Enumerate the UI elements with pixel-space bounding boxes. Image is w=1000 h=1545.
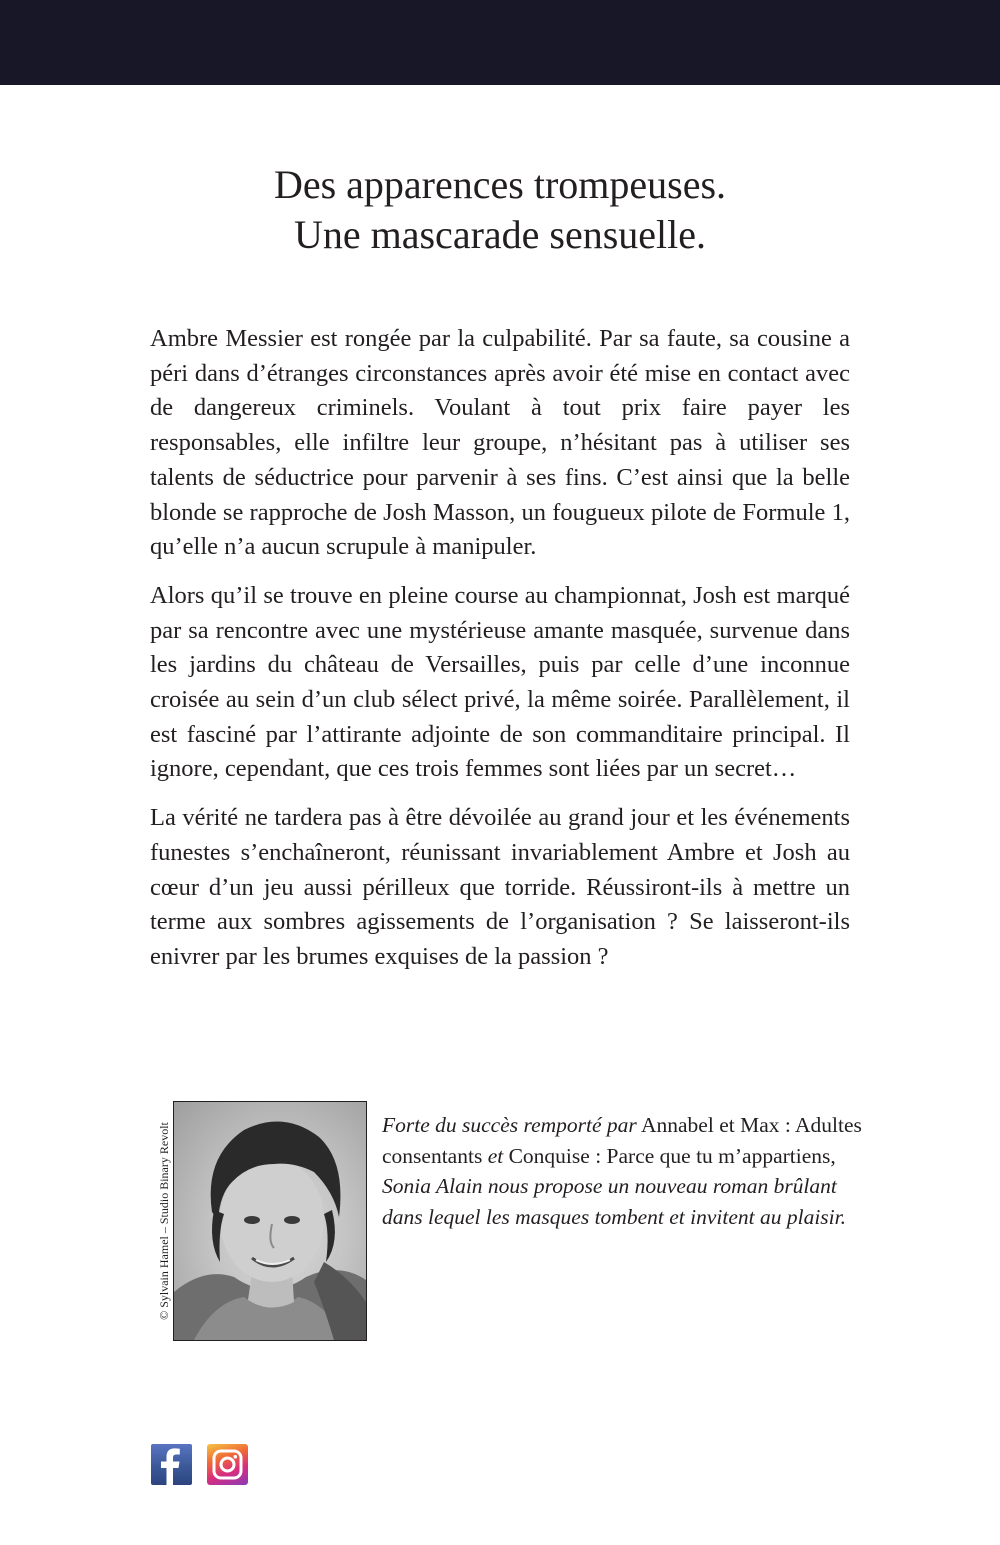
synopsis-paragraph-2: Alors qu’il se trouve en pleine course au championnat, Josh est marqué par sa rencontre avec une mystérieuse amante masquée, survenue dans les jardins du château de Versailles, puis par celle d’une inconnue croisée au sein d’un club sélect privé, la même soirée. Parallèlement, il est fasciné par l’attirante adjointe de son commanditaire principal. Il ignore, cependant, que ces trois femmes sont liées par un secret…: [150, 581, 850, 783]
instagram-icon[interactable]: [207, 1444, 248, 1485]
synopsis: [150, 322, 850, 989]
author-blurb: [382, 1110, 862, 1232]
photo-credit: © Sylvain Hamel – Studio Binary Revolt: [157, 1122, 171, 1320]
blurb-title-2: Conquise : Parce que tu m’appartiens,: [508, 1143, 836, 1168]
author-block: [147, 1098, 867, 1348]
blurb-part-1: Forte du succès remporté par: [382, 1113, 637, 1137]
synopsis-paragraph-3: La vérité ne tardera pas à être dévoilée au grand jour et les événements funestes s’enchaîneront, réunissant invariablement Ambre et Josh au cœur d’un jeu aussi périlleux que torride. Réussiront-ils à mettre un terme aux sombres agissements de l’organisation ? Se laisseront-ils enivrer par les brumes exquises de la passion ?: [150, 804, 850, 970]
tagline-line-1: Des apparences trompeuses.: [273, 162, 727, 207]
blurb-part-3: Sonia Alain nous propose un nouveau roman brûlant dans lequel les masques tombent et invitent au plaisir.: [382, 1174, 846, 1229]
facebook-icon[interactable]: [151, 1444, 192, 1485]
top-band: [0, 0, 1000, 85]
blurb-title-1: Annabel et Max : Adultes consentants: [382, 1113, 862, 1168]
tagline: [0, 160, 1000, 260]
author-photo: [173, 1101, 367, 1341]
blurb-part-2: et: [487, 1143, 504, 1168]
synopsis-paragraph-1: Ambre Messier est rongée par la culpabilité. Par sa faute, sa cousine a péri dans d’étranges circonstances après avoir été mise en contact avec de dangereux criminels. Voulant à tout prix faire payer les responsables, elle infiltre leur groupe, n’hésitant pas à utiliser ses talents de séductrice pour parvenir à ses fins. C’est ainsi que la belle blonde se rapproche de Josh Masson, un fougueux pilote de Formule 1, qu’elle n’a aucun scrupule à manipuler.: [150, 325, 850, 561]
tagline-line-2: Une mascarade sensuelle.: [293, 212, 707, 257]
